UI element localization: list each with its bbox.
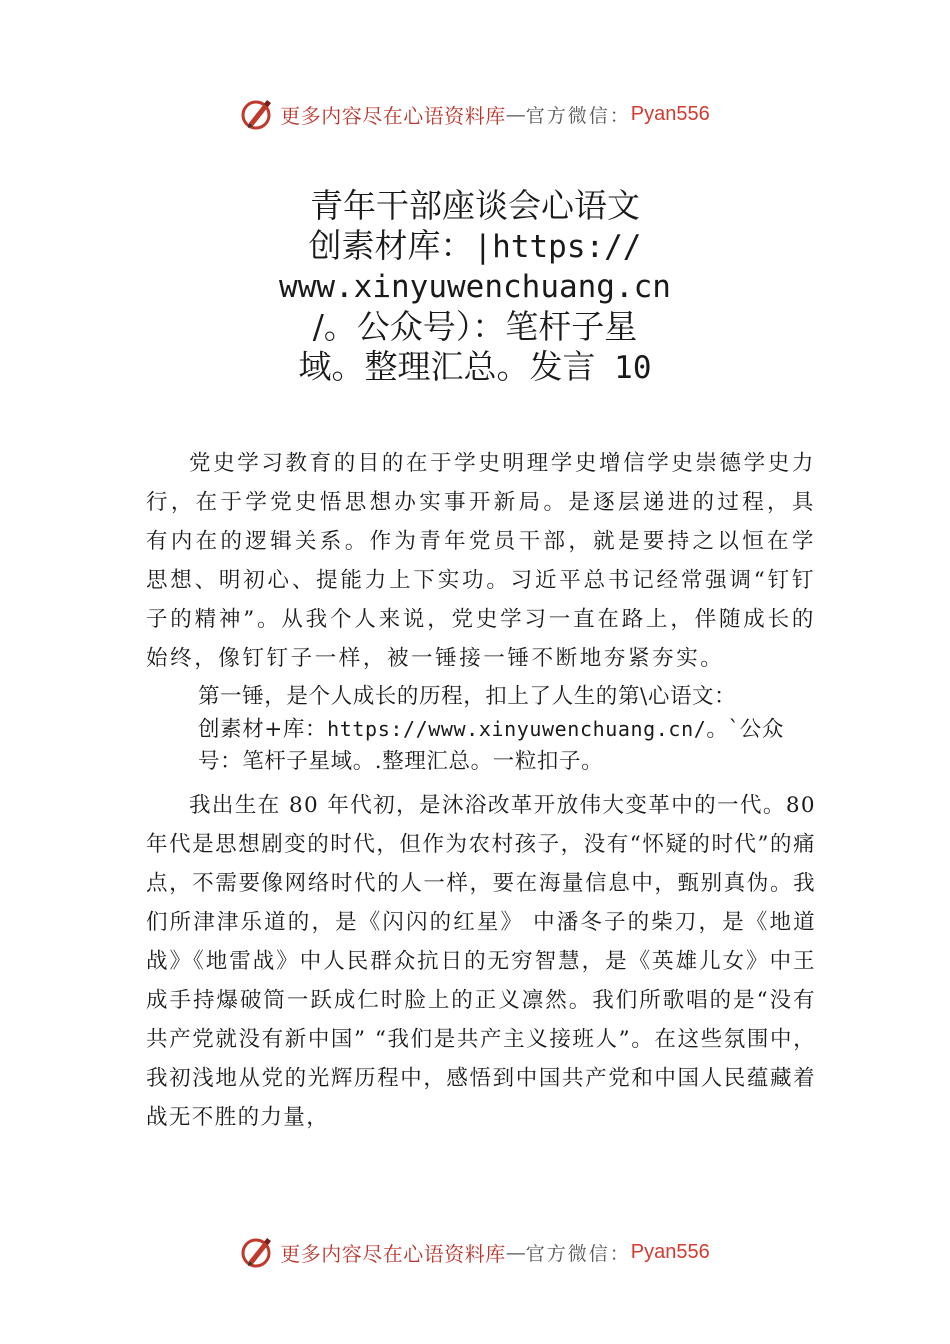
title-line-1: 青年干部座谈会心语文 bbox=[310, 186, 640, 225]
paragraph-2-line-2-b: 。`公众 bbox=[706, 717, 785, 742]
title-line-3: www.xinyuwenchuang.cn bbox=[279, 269, 671, 305]
banner-text: 更多内容尽在心语资料库 bbox=[280, 103, 506, 128]
paragraph-2 bbox=[198, 678, 816, 786]
banner-contact-label: 官方微信： bbox=[525, 104, 631, 127]
title-line-2 bbox=[200, 226, 750, 267]
banner-contact-label: 官方微信： bbox=[525, 1242, 631, 1265]
paragraph-2-url: https://www.xinyuwenchuang.cn/ bbox=[327, 717, 707, 741]
banner-separator: — bbox=[505, 102, 526, 126]
paragraph-2-line-1: 第一锤，是个人成长的历程，扣上了人生的第\心语文： bbox=[198, 684, 737, 709]
title-line-2-url: |https:// bbox=[473, 229, 642, 265]
banner-contact-id: Pyan556 bbox=[630, 102, 710, 125]
paragraph-1: 党史学习教育的目的在于学史明理学史增信学史崇德学史力行，在于学党史悟思想办实事开新局。是逐层递进的过程，具有内在的逻辑关系。作为青年党员干部，就是要持之以恒在学思想、明初心、提能力上下实功。习近平总书记经常强调“钉钉子的精神”。从我个人来说，党史学习一直在路上，伴随成长的始终，像钉钉子一样，被一锤接一锤不断地夯紧夯实。 bbox=[146, 451, 816, 671]
pen-logo-icon bbox=[240, 96, 276, 132]
banner-text: 更多内容尽在心语资料库 bbox=[280, 1241, 506, 1266]
paragraph-3: 我出生在 80 年代初，是沐浴改革开放伟大变革中的一代。80 年代是思想剧变的时代，但作为农村孩子，没有“怀疑的时代”的痛点，不需要像网络时代的人一样，要在海量信息中，甄别真伪。我们所津津乐道的，是《闪闪的红星》 中潘冬子的柴刀，是《地道战》《地雷战》中人民群众抗日的无穷智慧，是《英雄儿女》中王成手持爆破筒一跃成仁时脸上的正义凛然。我们所歌唱的是“没有共产党就没有新中国” “我们是共产主义接班人”。在这些氛围中，我初浅地从党的光辉历程中，感悟到中国共产党和中国人民蕴藏着战无不胜的力量， bbox=[146, 793, 816, 1130]
header-banner bbox=[0, 92, 950, 136]
paragraph-2-line-2-a: 创素材+库： bbox=[198, 717, 328, 742]
footer-banner bbox=[0, 1230, 950, 1274]
document-body bbox=[146, 444, 816, 1137]
paragraph-2-line-3: 号：笔杆子星域。.整理汇总。一粒扣子。 bbox=[198, 749, 604, 774]
banner-contact-id: Pyan556 bbox=[630, 1240, 710, 1263]
title-line-5 bbox=[200, 347, 750, 388]
pen-logo-icon bbox=[240, 1234, 276, 1270]
title-line-5-text: 域。整理汇总。发言 bbox=[298, 347, 596, 386]
banner-separator: — bbox=[505, 1240, 526, 1264]
paragraph-2-line-2 bbox=[198, 713, 816, 746]
title-line-2-prefix: 创素材库： bbox=[308, 226, 474, 265]
document-title bbox=[200, 186, 750, 388]
title-line-5-num: 10 bbox=[595, 350, 652, 386]
title-line-4: /。公众号）：笔杆子星 bbox=[312, 307, 638, 346]
